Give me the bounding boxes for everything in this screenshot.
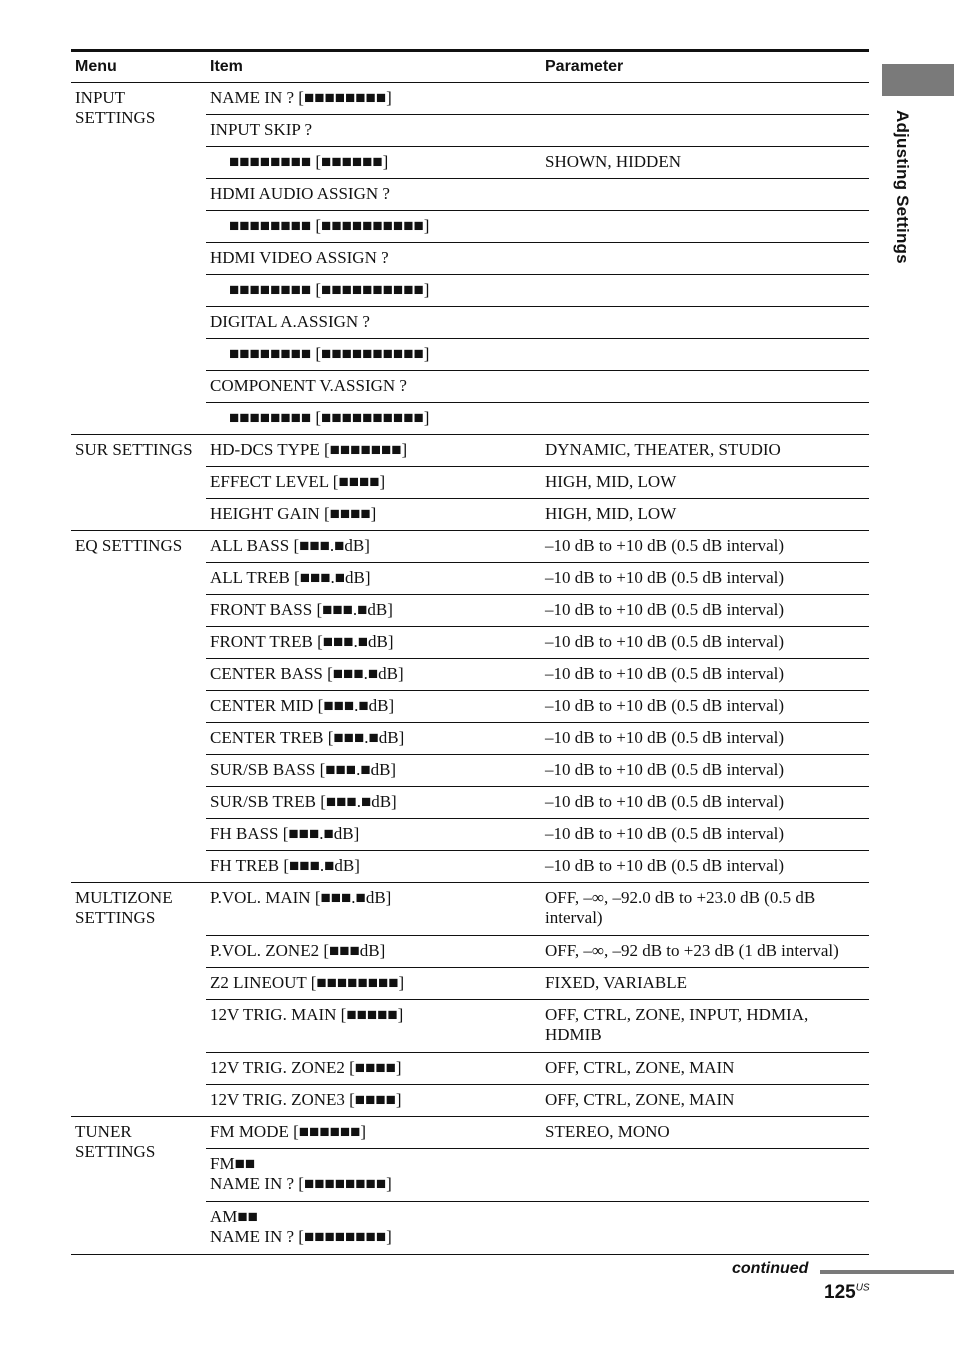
parameter-cell: OFF, CTRL, ZONE, MAIN [545, 1058, 735, 1077]
table-row [206, 178, 869, 210]
item-cell: ALL TREB [■■■.■dB] [210, 568, 371, 587]
item-cell: P.VOL. MAIN [■■■.■dB] [210, 888, 392, 907]
parameter-cell [541, 275, 869, 306]
table-header-row [71, 52, 869, 83]
item-cell: HDMI VIDEO ASSIGN ? [210, 248, 389, 267]
item-cell: EFFECT LEVEL [■■■■] [210, 472, 386, 491]
parameter-cell [541, 1149, 869, 1201]
table-row [206, 498, 869, 530]
table-row [206, 1148, 869, 1201]
continued-label: continued [732, 1260, 809, 1277]
item-cell: ■■■■■■■■ [■■■■■■■■■■] [229, 280, 430, 299]
parameter-cell [541, 83, 869, 114]
item-cell: INPUT SKIP ? [210, 120, 313, 139]
table-row [206, 1084, 869, 1116]
parameter-cell: –10 dB to +10 dB (0.5 dB interval) [545, 824, 785, 843]
table-row [206, 999, 869, 1052]
parameter-cell [541, 371, 869, 402]
table-body [71, 83, 869, 1255]
parameter-cell [541, 211, 869, 242]
table-row [206, 466, 869, 498]
item-cell: ALL BASS [■■■.■dB] [210, 536, 370, 555]
table-row [206, 338, 869, 370]
item-cell: 12V TRIG. MAIN [■■■■■] [210, 1005, 404, 1024]
menu-group [71, 435, 869, 531]
page-number [824, 1282, 870, 1304]
parameter-cell: FIXED, VARIABLE [545, 973, 687, 992]
table-row [206, 210, 869, 242]
menu-group [71, 83, 869, 435]
parameter-cell [541, 115, 869, 146]
parameter-cell: –10 dB to +10 dB (0.5 dB interval) [545, 600, 785, 619]
table-row [206, 626, 869, 658]
item-cell: CENTER TREB [■■■.■dB] [210, 728, 405, 747]
parameter-cell: –10 dB to +10 dB (0.5 dB interval) [545, 792, 785, 811]
parameter-cell: –10 dB to +10 dB (0.5 dB interval) [545, 664, 785, 683]
table-row [206, 658, 869, 690]
item-cell: FH TREB [■■■.■dB] [210, 856, 360, 875]
table-row [206, 594, 869, 626]
header-parameter: Parameter [545, 58, 624, 75]
item-cell: HEIGHT GAIN [■■■■] [210, 504, 377, 523]
parameter-cell: OFF, –∞, –92 dB to +23 dB (1 dB interval) [545, 941, 839, 960]
parameter-cell: HIGH, MID, LOW [545, 504, 677, 523]
page-number-value: 125 [824, 1282, 856, 1303]
parameter-cell: HIGH, MID, LOW [545, 472, 677, 491]
table-row [206, 402, 869, 434]
menu-name: SUR SETTINGS [75, 440, 193, 459]
table-row [206, 1117, 869, 1148]
item-cell: ■■■■■■■■ [■■■■■■■■■■] [229, 216, 430, 235]
parameter-cell [541, 179, 869, 210]
table-row [206, 786, 869, 818]
parameter-cell: –10 dB to +10 dB (0.5 dB interval) [545, 728, 785, 747]
continued-rule [820, 1270, 954, 1274]
parameter-cell: STEREO, MONO [545, 1122, 670, 1141]
item-cell: HDMI AUDIO ASSIGN ? [210, 184, 390, 203]
table-row [206, 562, 869, 594]
table-row [206, 531, 869, 562]
item-cell: AM■■ NAME IN ? [■■■■■■■■] [210, 1207, 392, 1246]
parameter-cell: SHOWN, HIDDEN [545, 152, 681, 171]
item-cell: ■■■■■■■■ [■■■■■■■■■■] [229, 408, 430, 427]
item-cell: SUR/SB BASS [■■■.■dB] [210, 760, 397, 779]
menu-name: TUNER SETTINGS [75, 1122, 156, 1161]
parameter-cell: OFF, –∞, –92.0 dB to +23.0 dB (0.5 dB interval) [545, 888, 816, 927]
menu-name: EQ SETTINGS [75, 536, 183, 555]
parameter-cell: –10 dB to +10 dB (0.5 dB interval) [545, 696, 785, 715]
item-cell: CENTER MID [■■■.■dB] [210, 696, 395, 715]
parameter-cell [541, 339, 869, 370]
header-item: Item [210, 58, 243, 75]
item-cell: HD-DCS TYPE [■■■■■■■] [210, 440, 408, 459]
item-cell: COMPONENT V.ASSIGN ? [210, 376, 407, 395]
parameter-cell [541, 403, 869, 434]
parameter-cell: –10 dB to +10 dB (0.5 dB interval) [545, 568, 785, 587]
menu-group [71, 883, 869, 1117]
parameter-cell: OFF, CTRL, ZONE, MAIN [545, 1090, 735, 1109]
item-cell: ■■■■■■■■ [■■■■■■■■■■] [229, 344, 430, 363]
table-row [206, 242, 869, 274]
table-row [206, 722, 869, 754]
table-row [206, 435, 869, 466]
parameter-cell: –10 dB to +10 dB (0.5 dB interval) [545, 856, 785, 875]
item-cell: FM■■ NAME IN ? [■■■■■■■■] [210, 1154, 392, 1193]
table-row [206, 935, 869, 967]
table-row [206, 274, 869, 306]
menu-group [71, 531, 869, 883]
section-sidebar-label: Adjusting Settings [893, 110, 912, 264]
table-row [206, 754, 869, 786]
parameter-cell [541, 1202, 869, 1254]
header-menu: Menu [75, 58, 117, 75]
item-cell: SUR/SB TREB [■■■.■dB] [210, 792, 397, 811]
table-row [206, 1201, 869, 1254]
parameter-cell [541, 307, 869, 338]
parameter-cell: –10 dB to +10 dB (0.5 dB interval) [545, 536, 785, 555]
table-row [206, 690, 869, 722]
parameter-cell [541, 243, 869, 274]
item-cell: 12V TRIG. ZONE2 [■■■■] [210, 1058, 402, 1077]
item-cell: FH BASS [■■■.■dB] [210, 824, 360, 843]
item-cell: ■■■■■■■■ [■■■■■■] [229, 152, 389, 171]
item-cell: DIGITAL A.ASSIGN ? [210, 312, 370, 331]
table-row [206, 967, 869, 999]
parameter-cell: –10 dB to +10 dB (0.5 dB interval) [545, 760, 785, 779]
menu-group [71, 1117, 869, 1255]
table-row [206, 83, 869, 114]
table-row [206, 818, 869, 850]
parameter-cell: OFF, CTRL, ZONE, INPUT, HDMIA, HDMIB [545, 1005, 809, 1044]
table-row [206, 306, 869, 338]
item-cell: FRONT BASS [■■■.■dB] [210, 600, 393, 619]
item-cell: FM MODE [■■■■■■] [210, 1122, 367, 1141]
table-row [206, 114, 869, 146]
page-number-suffix: US [855, 1282, 870, 1294]
item-cell: 12V TRIG. ZONE3 [■■■■] [210, 1090, 402, 1109]
section-tab-marker [882, 64, 954, 96]
table-row [206, 146, 869, 178]
table-row [206, 883, 869, 935]
parameter-cell: –10 dB to +10 dB (0.5 dB interval) [545, 632, 785, 651]
settings-table [71, 49, 869, 1255]
item-cell: FRONT TREB [■■■.■dB] [210, 632, 394, 651]
table-row [206, 370, 869, 402]
item-cell: P.VOL. ZONE2 [■■■dB] [210, 941, 386, 960]
item-cell: CENTER BASS [■■■.■dB] [210, 664, 404, 683]
menu-name: MULTIZONE SETTINGS [75, 888, 173, 927]
table-row [206, 850, 869, 882]
item-cell: NAME IN ? [■■■■■■■■] [210, 88, 392, 107]
menu-name: INPUT SETTINGS [75, 88, 156, 127]
table-row [206, 1052, 869, 1084]
item-cell: Z2 LINEOUT [■■■■■■■■] [210, 973, 405, 992]
parameter-cell: DYNAMIC, THEATER, STUDIO [545, 440, 781, 459]
